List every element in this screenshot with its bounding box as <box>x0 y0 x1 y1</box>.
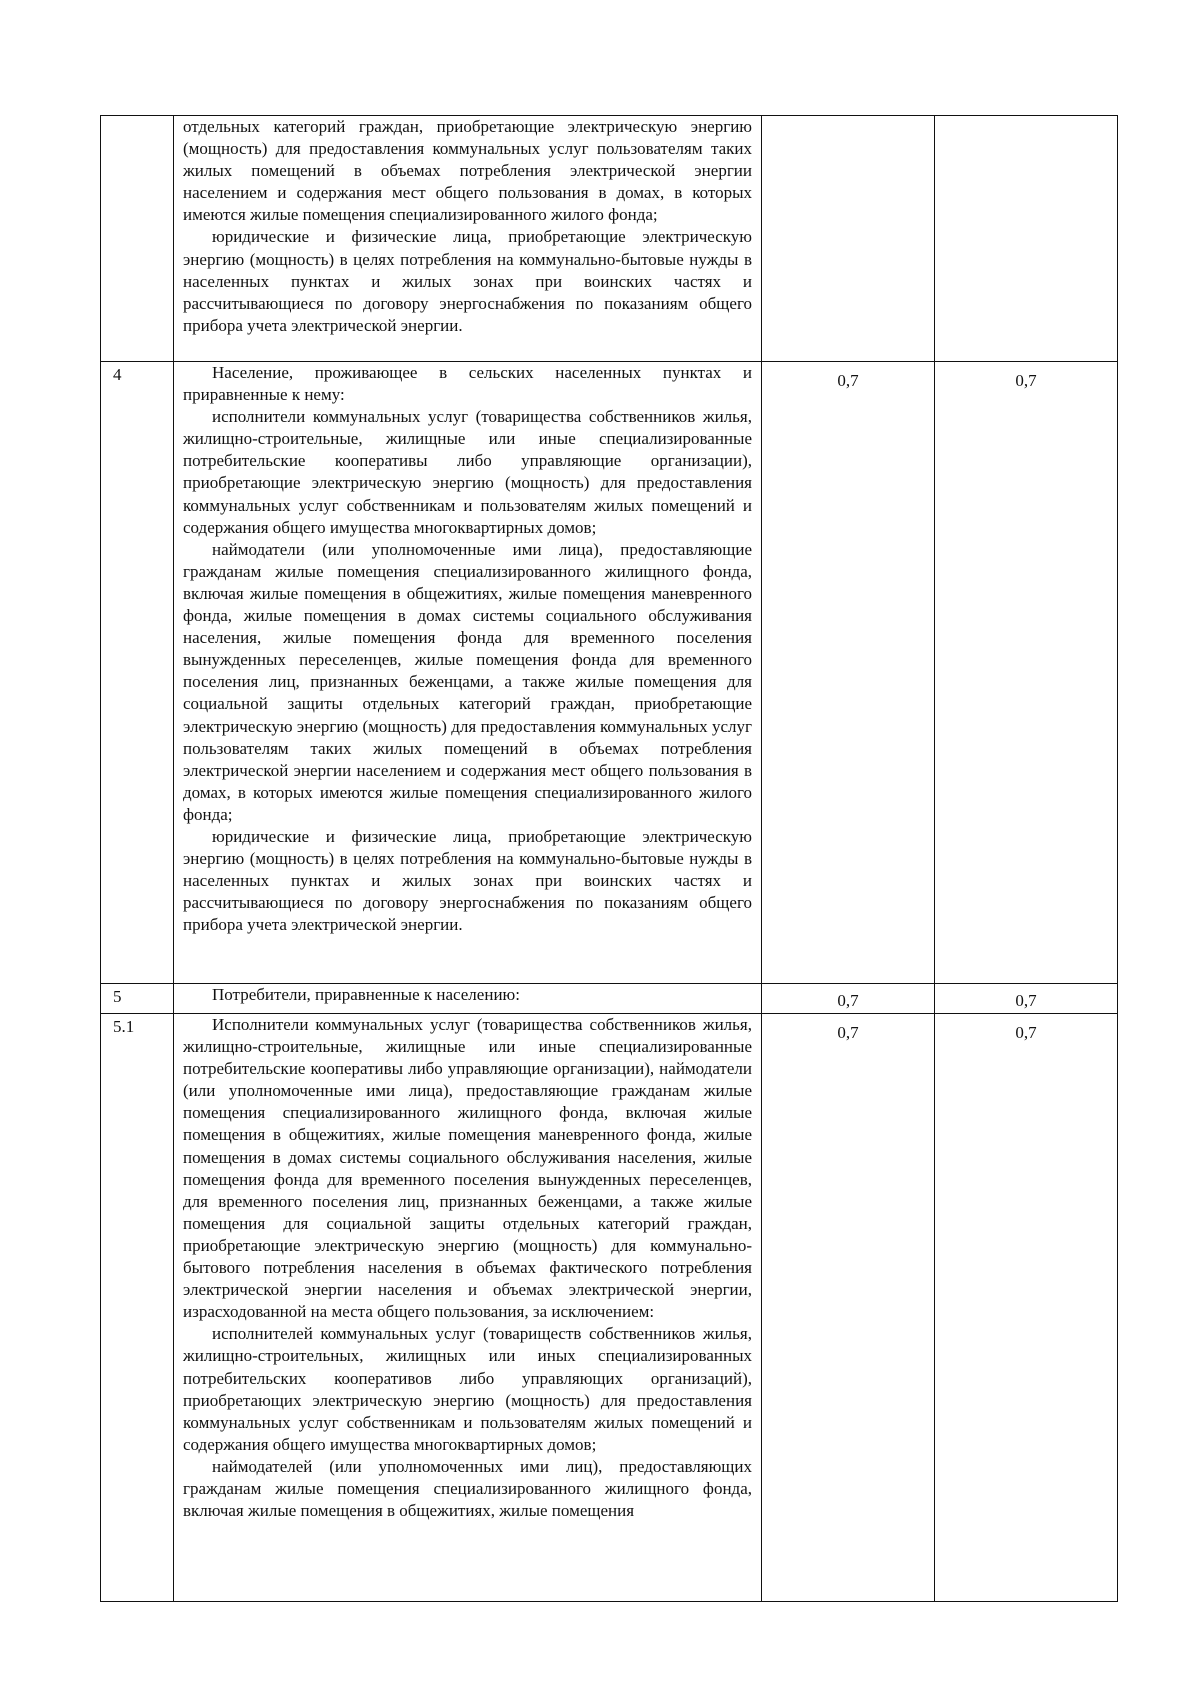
description-paragraph: Исполнители коммунальных услуг (товарищества собственников жилья, жилищно-строительные, жилищные или иные специализированные потребительские кооперативы либо управляющие организации), наймодатели (или уполномоченные ими лица), предоставляющие гражданам жилые помещения специализированного жилищного фонда, включая жилые помещения в общежитиях, жилые помещения маневренного фонда, жилые помещения в домах системы социального обслуживания населения, жилые помещения фонда для временного поселения вынужденных переселенцев, для временного поселения лиц, признанных беженцами, а также жилые помещения для социальной защиты отдельных категорий граждан, приобретающие электрическую энергию (мощность) для коммунально-бытового потребления населения в объемах фактического потребления электрической энергии населения и объемах электрической энергии, израсходованной на места общего пользования, за исключением: <box>183 1015 752 1322</box>
row-number <box>101 116 174 362</box>
description-paragraph: юридические и физические лица, приобретающие электрическую энергию (мощность) в целях потребления на коммунально-бытовые нужды в населенных пунктах и жилых зонах при воинских частях и рассчитывающиеся по договору энергоснабжения по показаниям общего прибора учета электрической энергии. <box>183 826 752 935</box>
value-cell-1: 0,7 <box>762 984 935 1014</box>
value-cell-2 <box>935 116 1118 362</box>
table-row <box>101 984 1118 1014</box>
row-description <box>174 116 762 362</box>
description-paragraph: наймодатели (или уполномоченные ими лица), предоставляющие гражданам жилые помещения специализированного жилищного фонда, включая жилые помещения в общежитиях, жилые помещения маневренного фонда, жилые помещения в домах системы социального обслуживания населения, жилые помещения фонда для временного поселения вынужденных переселенцев, жилые помещения фонда для временного поселения лиц, признанных беженцами, а также жилые помещения для социальной защиты отдельных категорий граждан, приобретающие электрическую энергию (мощность) для предоставления коммунальных услуг пользователям таких жилых помещений в объемах потребления электрической энергии населением и содержания мест общего пользования в домах, в которых имеются жилые помещения специализированного жилого фонда; <box>183 539 752 824</box>
description-paragraph: отдельных категорий граждан, приобретающие электрическую энергию (мощность) для предоставления коммунальных услуг пользователям таких жилых помещений в объемах потребления электрической энергии населением и содержания мест общего пользования в домах, в которых имеются жилые помещения специализированного жилого фонда; <box>183 117 752 225</box>
row-description <box>174 984 762 1014</box>
description-paragraph: Население, проживающее в сельских населенных пунктах и приравненные к нему: <box>183 363 752 405</box>
row-number: 5.1 <box>101 1014 174 1602</box>
table-row <box>101 362 1118 984</box>
description-paragraph: Потребители, приравненные к населению: <box>212 985 520 1004</box>
value-cell-2: 0,7 <box>935 984 1118 1014</box>
tariff-table <box>100 115 1118 1602</box>
description-paragraph: исполнителей коммунальных услуг (товариществ собственников жилья, жилищно-строительных, жилищных или иных специализированных потребительских кооперативов либо управляющих организаций), приобретающих электрическую энергию (мощность) для предоставления коммунальных услуг собственникам и пользователям жилых помещений и содержания общего имущества многоквартирных домов; <box>183 1324 752 1454</box>
value-cell-1 <box>762 116 935 362</box>
row-description <box>174 362 762 984</box>
value-cell-2: 0,7 <box>935 1014 1118 1602</box>
table-row <box>101 1014 1118 1602</box>
row-number: 5 <box>101 984 174 1014</box>
value-cell-1: 0,7 <box>762 362 935 984</box>
value-cell-2: 0,7 <box>935 362 1118 984</box>
description-paragraph: исполнители коммунальных услуг (товарищества собственников жилья, жилищно-строительные, жилищные или иные специализированные потребительские кооперативы либо управляющие организации), приобретающие электрическую энергию (мощность) для предоставления коммунальных услуг собственникам и пользователям жилых помещений и содержания общего имущества многоквартирных домов; <box>183 407 752 537</box>
row-description <box>174 1014 762 1602</box>
row-number: 4 <box>101 362 174 984</box>
table-row <box>101 116 1118 362</box>
value-cell-1: 0,7 <box>762 1014 935 1602</box>
description-paragraph: наймодателей (или уполномоченных ими лиц), предоставляющих гражданам жилые помещения специализированного жилищного фонда, включая жилые помещения в общежитиях, жилые помещения <box>183 1456 752 1521</box>
description-paragraph: юридические и физические лица, приобретающие электрическую энергию (мощность) в целях потребления на коммунально-бытовые нужды в населенных пунктах и жилых зонах при воинских частях и рассчитывающиеся по договору энергоснабжения по показаниям общего прибора учета электрической энергии. <box>183 227 752 335</box>
